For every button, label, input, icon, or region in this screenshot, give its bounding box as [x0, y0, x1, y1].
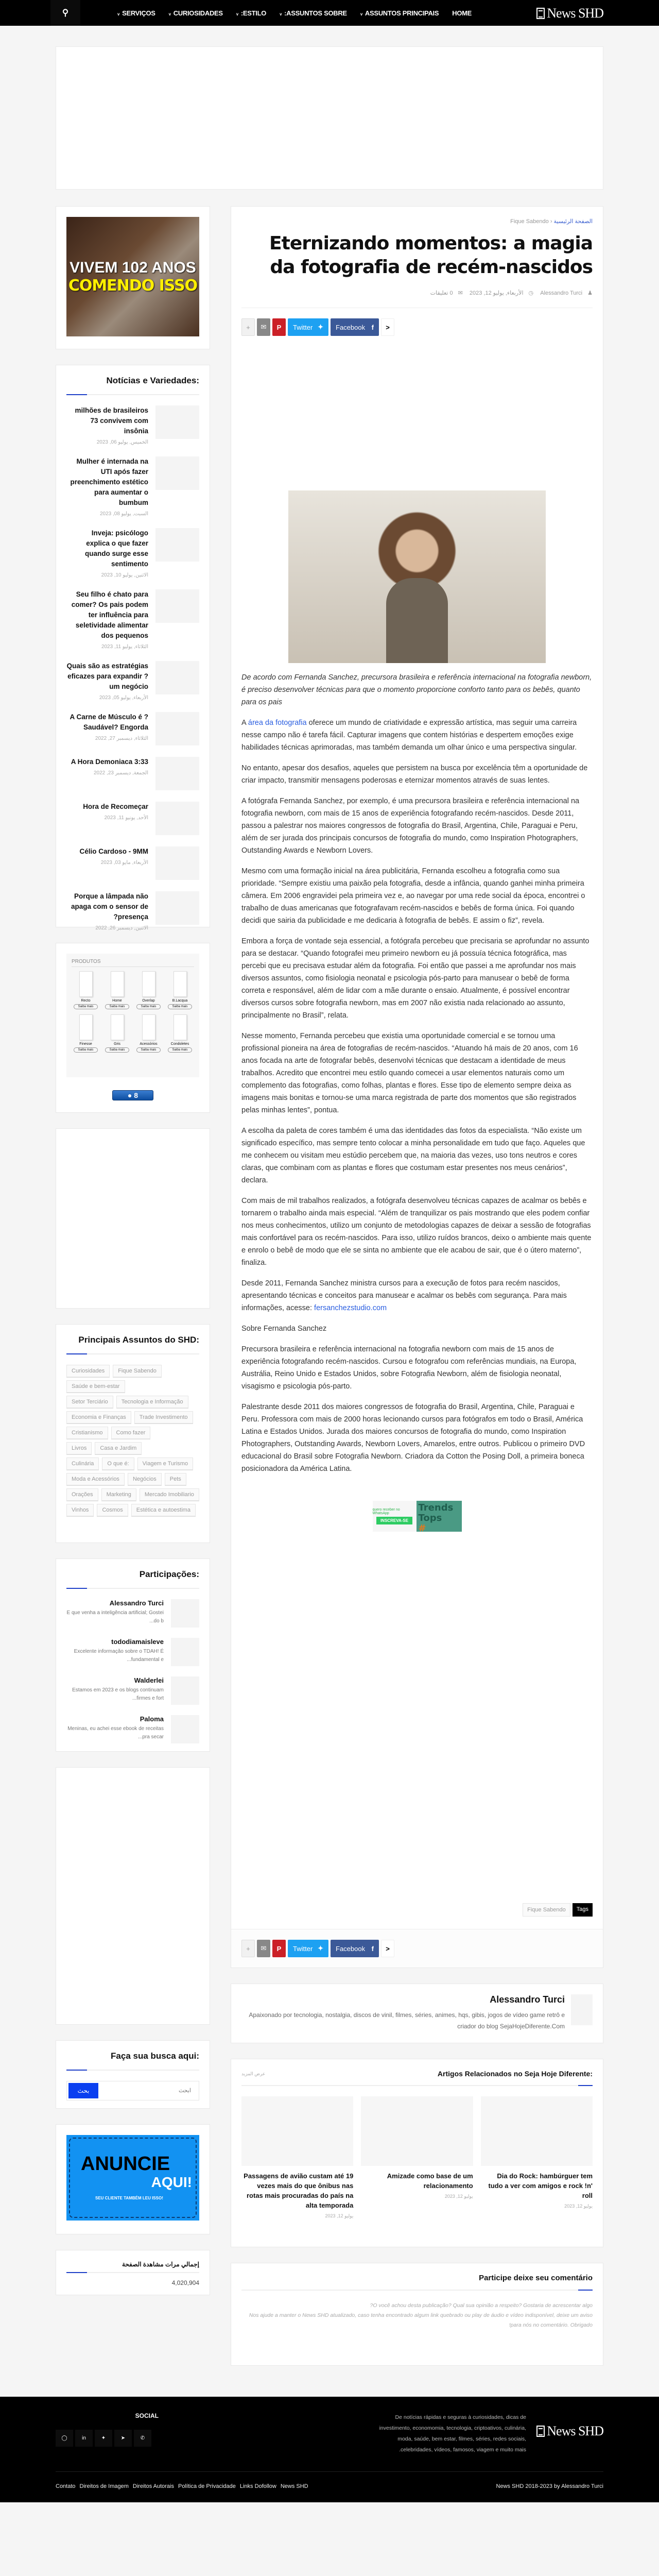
- mail-icon[interactable]: ✉: [257, 1940, 270, 1957]
- paragraph: Precursora brasileira e referência internacional na fotografia newborn com mais de 15 anos de experiência fotografando recém-nascidos. Cursou e fotografou com referências mundiais, na Europa, Austrália, Reino Unido e Estados Unidos, sobre Fotografia Newborn, além de fisiologia neonatal, visagismo e psicologia pós-parto.: [241, 1345, 577, 1391]
- top-ad-slot: [56, 46, 603, 190]
- news-title[interactable]: Célio Cardoso - 9MM: [79, 848, 148, 855]
- tag-link[interactable]: Fique Sabendo: [523, 1903, 570, 1917]
- chevron-down-icon: v: [168, 11, 172, 16]
- comment-text: [66, 1599, 164, 1628]
- comment-icon: ✉: [458, 290, 463, 296]
- product-button[interactable]: Saiba mais: [136, 1047, 161, 1053]
- user-icon: ♟: [587, 290, 593, 296]
- footer-logo[interactable]: News SHD: [536, 2424, 603, 2439]
- author-box: [231, 1984, 603, 2043]
- product-image: [79, 1014, 93, 1040]
- whatsapp-banner[interactable]: [241, 1501, 593, 1532]
- product-name: Acessórios: [140, 1042, 158, 1046]
- advertise-widget: [56, 2124, 210, 2234]
- news-date: [66, 695, 148, 701]
- post-date: السبت, يوليو 08, 2023: [99, 511, 148, 517]
- products-banner[interactable]: PRODUTOS Recto Saiba mais Home Saiba mais Overlap Saiba mais B.Lacqua Saiba mais Finesse Saiba mais Gris Saiba mais Acessórios Saiba mais Condoletes Saiba mais: [66, 954, 199, 1077]
- avatar[interactable]: [571, 1994, 593, 2025]
- facebook-share-button[interactable]: f Facebook: [331, 1940, 379, 1957]
- article-image: [288, 490, 546, 663]
- news-thumbnail[interactable]: [155, 846, 199, 880]
- news-date: [66, 644, 148, 650]
- list-item-text: [66, 891, 148, 931]
- news-widget: [56, 365, 210, 931]
- list-item-text: [66, 661, 148, 701]
- topic-tag[interactable]: Pets: [165, 1473, 186, 1485]
- product-name: B.Lacqua: [172, 999, 188, 1003]
- topic-tag[interactable]: Marketing: [101, 1488, 136, 1501]
- footer-link[interactable]: Política de Privacidade: [178, 2483, 236, 2489]
- nav-item-5[interactable]: [452, 9, 472, 17]
- article: [231, 206, 603, 1968]
- telegram-icon[interactable]: ➤: [114, 2430, 132, 2447]
- nav-item-4[interactable]: [360, 9, 439, 17]
- product-button[interactable]: Saiba mais: [168, 1004, 192, 1009]
- nav-label: CURIOSIDADES: [173, 9, 223, 17]
- news-thumbnail[interactable]: [155, 712, 199, 745]
- product-name: Gris: [114, 1042, 120, 1046]
- news-thumbnail[interactable]: [155, 456, 199, 490]
- article-tags: [241, 1903, 593, 1917]
- widget-title: :Faça sua busca aqui: [66, 2051, 199, 2071]
- product-item[interactable]: [103, 971, 131, 1009]
- twitter-icon[interactable]: ✦: [95, 2430, 112, 2447]
- product-item[interactable]: [134, 971, 163, 1009]
- list-item-text: [66, 712, 148, 745]
- product-image: [174, 971, 187, 997]
- facebook-icon: f: [371, 1944, 374, 1953]
- comment-excerpt: E que venha a inteligência artificial; Gostei do b...: [66, 1610, 164, 1624]
- share-icon[interactable]: <: [381, 318, 394, 336]
- related-thumbnail[interactable]: [361, 2096, 473, 2166]
- about-heading: Sobre Fernanda Sanchez: [241, 1325, 327, 1333]
- ad-widget: [56, 206, 210, 349]
- product-item[interactable]: [166, 971, 194, 1009]
- news-title[interactable]: A Hora Demoniaca 3:33: [71, 758, 148, 766]
- nav-item-1[interactable]: [169, 9, 223, 17]
- commenter-name: Walderlei: [134, 1676, 164, 1684]
- news-date: [66, 736, 148, 741]
- news-date: [66, 572, 148, 578]
- paragraph: Embora a força de vontade seja essencial, a fotógrafa percebeu que precisaria se aprofundar no assunto para se destacar. “Quando fotografei meu primeiro newborn eu já possuía técnica fotográfica, mas percebi que eu precisava estudar além da fotografia. Foi então que passei a me aprofundar nos mais diversos assuntos, como fisiologia neonatal e psicologia pós-parto para manusear o bebê de forma correta e responsável, além de lidar com a mãe durante o ensaio. Atualmente, é possível encontrar diversos cursos sobre fotografia newborn, mas em 2007 não existia nada relacionado ao assunto, principalmente no Brasil”, relata.: [241, 937, 589, 1020]
- list-item[interactable]: [66, 891, 199, 931]
- avatar: [171, 1599, 199, 1628]
- search-icon[interactable]: ⚲: [50, 0, 80, 26]
- widget-title: :Notícias e Variedades: [66, 376, 199, 395]
- product-name: Finesse: [79, 1042, 92, 1046]
- product-image: [174, 1014, 187, 1040]
- related-card[interactable]: [241, 2096, 353, 2219]
- list-item[interactable]: [66, 456, 199, 517]
- related-title: :Artigos Relacionados no Seja Hoje Diferente: [437, 2070, 593, 2078]
- breadcrumb-category[interactable]: Fique Sabendo: [510, 218, 549, 225]
- ad-image[interactable]: VIVEM 102 ANOS COMENDO ISSO: [66, 217, 199, 336]
- empty-widget: [56, 1128, 210, 1309]
- comment-excerpt: Meninas, eu achei esse ebook de receitas pra secar...: [67, 1726, 164, 1740]
- paragraph: No entanto, apesar dos desafios, aqueles que persistem na busca por excelência têm a oportunidade de criar impacto, transmitir mensagens poderosas e eternizar momentos através de suas lentes.: [241, 764, 588, 785]
- studio-link[interactable]: fersanchezstudio.com: [314, 1304, 387, 1312]
- news-title[interactable]: Quais são as estratégias eficazes para expandir ?um negócio: [66, 662, 148, 690]
- whatsapp-icon[interactable]: ✆: [134, 2430, 151, 2447]
- related-articles: [231, 2059, 603, 2247]
- topic-tag[interactable]: Saúde e bem-estar: [66, 1380, 125, 1393]
- topic-tag[interactable]: Culinária: [66, 1458, 99, 1470]
- share-icon[interactable]: <: [381, 1940, 394, 1957]
- related-thumbnail[interactable]: [241, 2096, 353, 2166]
- post-date: الثلاثاء, يوليو 11, 2023: [101, 644, 148, 650]
- product-image: [142, 971, 155, 997]
- visitor-counter: ● 8: [112, 1090, 153, 1100]
- product-name: Overlap: [142, 999, 155, 1003]
- topic-tag[interactable]: Orações: [66, 1488, 98, 1501]
- twitter-share-button[interactable]: ✦ Twitter: [288, 318, 328, 336]
- topic-tag[interactable]: Trade Investimento: [134, 1411, 193, 1423]
- comment-excerpt: Estamos em 2023 e os blogs continuam firmes e fort...: [72, 1687, 164, 1701]
- main-nav: [117, 0, 472, 26]
- author-link[interactable]: Alessandro Turci: [540, 290, 583, 296]
- list-item-text: [66, 802, 148, 835]
- search-input[interactable]: [98, 2083, 197, 2098]
- advertise-banner[interactable]: ANUNCIE AQUI! SEU CLIENTE TAMBÉM LEU ISSO!: [66, 2135, 199, 2221]
- comment-excerpt: Excelente informação sobre o TDAH! É fundamental e...: [74, 1649, 164, 1663]
- product-item[interactable]: [166, 1014, 194, 1053]
- instagram-icon[interactable]: ◯: [56, 2430, 73, 2447]
- author-bio: Apaixonado por tecnologia, nostalgia, discos de vinil, filmes, séries, animes, hqs, gibis, jogos de vídeo game retrô e criador do blog SejaHojeDiferente.Com: [249, 2011, 565, 2030]
- related-card[interactable]: [481, 2096, 593, 2219]
- paragraph: A área da fotografia oferece um mundo de criatividade e expressão artística, mas seguir uma carreira nesse campo não é tarefa fácil. Capturar imagens que contem histórias e despertem emoções exige habilidades técnicas aprimoradas, mas também demanda um olhar único e uma perspectiva singular.: [241, 719, 577, 752]
- product-button[interactable]: Saiba mais: [136, 1004, 161, 1009]
- news-thumbnail[interactable]: [155, 405, 199, 439]
- tags-label: Tags: [573, 1903, 593, 1917]
- topic-tag[interactable]: Como fazer: [111, 1427, 151, 1439]
- news-thumbnail[interactable]: [155, 757, 199, 790]
- chevron-down-icon: v: [117, 11, 121, 16]
- post-date: الاثنين, ديسمبر 26, 2022: [95, 925, 148, 931]
- newspaper-icon: [536, 8, 545, 19]
- comment-text: [66, 1638, 164, 1666]
- product-image: [111, 971, 124, 997]
- topic-tag[interactable]: Moda e Acessórios: [66, 1473, 125, 1485]
- topic-tag[interactable]: Livros: [66, 1442, 92, 1454]
- list-item[interactable]: [66, 846, 199, 880]
- list-item-text: [66, 528, 148, 578]
- nav-label: ASSUNTOS PRINCIPAIS: [365, 9, 439, 17]
- comments-notice: Nos ajude a manter o News SHD atualizado, caso tenha encontrado algum link quebrado ou play de áudio e vídeo indisponível, deixe um aviso para nós no comentário. Obrigado!: [249, 2312, 593, 2328]
- news-thumbnail[interactable]: [155, 528, 199, 562]
- clock-icon: ◷: [528, 290, 534, 296]
- news-title[interactable]: Inveja: psicólogo explica o que fazer quando surge esse sentimento: [84, 529, 148, 568]
- plus-icon[interactable]: +: [241, 1940, 255, 1957]
- commenter-name: Alessandro Turci: [109, 1599, 164, 1607]
- product-button[interactable]: Saiba mais: [105, 1047, 129, 1053]
- topic-tag[interactable]: Viagem e Turismo: [137, 1458, 193, 1470]
- paragraph: Desde 2011, Fernanda Sanchez ministra cursos para a execução de fotos para recém nascidos, apresentando técnicas e conceitos para manusear e acalmar os bebês com segurança. Para mais informações, acesse: fersanchezstudio.com: [241, 1279, 567, 1312]
- post-date: الأربعاء, يوليو 12, 2023: [469, 290, 524, 296]
- news-title[interactable]: Seu filho é chato para comer? Os pais podem ter influência para seletividade alimentar dos pequenos: [71, 590, 148, 639]
- comments-prompt: O você achou desta publicação? Qual sua opinião a respeito? Gostaria de acrescentar algo?: [370, 2302, 593, 2309]
- product-button[interactable]: Saiba mais: [168, 1047, 192, 1053]
- product-image: [142, 1014, 155, 1040]
- pageviews-widget: [56, 2250, 210, 2295]
- whatsapp-subscribe[interactable]: quero receber no WhatsApp INSCREVA-SE: [373, 1501, 417, 1532]
- news-thumbnail[interactable]: [155, 661, 199, 694]
- news-title[interactable]: A Carne de Músculo é ?Saudável? Engorda: [70, 713, 148, 731]
- news-date: [66, 860, 148, 866]
- sidebar: [56, 206, 210, 2311]
- related-title[interactable]: Amizade como base de um relacionamento: [387, 2172, 473, 2190]
- plus-icon[interactable]: +: [241, 318, 255, 336]
- share-bar-bottom: [241, 1940, 593, 1957]
- footer-description: De notícias rápidas e seguras à curiosidades, dicas de investimento, economomia, tecnologia, criptoativos, culinária, moda, saúde, bem estar, filmes, séries, redes sociais, celebridades, vídeos, famosos, viagem e muito mais.: [379, 2414, 526, 2453]
- footer-link[interactable]: Contato: [56, 2483, 76, 2489]
- news-title[interactable]: Mulher é internada na UTI após fazer preenchimento estético para aumentar o bumbum: [70, 457, 148, 506]
- products-widget: [56, 943, 210, 1113]
- product-button[interactable]: Saiba mais: [105, 1004, 129, 1009]
- twitter-icon: ✦: [318, 1944, 323, 1952]
- newspaper-icon: [536, 2426, 545, 2437]
- avatar: [171, 1715, 199, 1743]
- product-image: [111, 1014, 124, 1040]
- article-body: [241, 671, 593, 1475]
- footer-link[interactable]: News SHD: [280, 2483, 308, 2489]
- footer-link[interactable]: Links Dofollow: [239, 2483, 276, 2489]
- nav-item-3[interactable]: [280, 9, 347, 17]
- product-button[interactable]: Saiba mais: [74, 1047, 98, 1053]
- product-image: [79, 971, 93, 997]
- product-button[interactable]: Saiba mais: [74, 1004, 98, 1009]
- comments-title: Participe deixe seu comentário: [241, 2274, 593, 2291]
- comment-item[interactable]: [66, 1715, 199, 1743]
- author-name[interactable]: Alessandro Turci: [490, 1994, 565, 2005]
- related-date: يوليو 12, 2023: [564, 2204, 593, 2209]
- product-item[interactable]: [103, 1014, 131, 1053]
- twitter-icon: ✦: [318, 323, 323, 331]
- news-title[interactable]: Hora de Recomeçar: [83, 803, 148, 810]
- image-caption: De acordo com Fernanda Sanchez, precursora brasileira e referência internacional na fotografia newborn, é preciso desenvolver técnicas para que o momento proporcione conforto tanto para os bebês, quanto para os pais: [241, 673, 592, 706]
- twitter-share-button[interactable]: ✦ Twitter: [288, 1940, 328, 1957]
- nav-label: SERVIÇOS: [122, 9, 155, 17]
- news-title[interactable]: Porque a lâmpada não apaga com o sensor de ?presença: [71, 892, 148, 921]
- list-item-text: [66, 456, 148, 517]
- widget-title: :Participações: [66, 1569, 199, 1589]
- site-logo[interactable]: News SHD: [536, 6, 603, 21]
- post-date: الأحد, يونيو 11, 2023: [104, 815, 148, 821]
- topic-tag[interactable]: Estética e autoestima: [131, 1504, 196, 1516]
- nav-item-2[interactable]: [236, 9, 266, 17]
- list-item[interactable]: [66, 661, 199, 701]
- related-date: يوليو 12, 2023: [325, 2213, 354, 2218]
- post-date: الأربعاء, مايو 03, 2023: [100, 860, 148, 866]
- post-date: الخميس, يوليو 06, 2023: [96, 439, 148, 445]
- topics-widget: [56, 1324, 210, 1543]
- list-item-text: [66, 846, 148, 880]
- list-item[interactable]: [66, 757, 199, 790]
- post-date: الجمعة, ديسمبر 23, 2022: [94, 770, 148, 776]
- paragraph: Mesmo com uma formação inicial na área publicitária, Fernanda escolheu a fotografia como sua prioridade. “Sempre existiu uma paixão pela fotografia, desde a infância, quando ganhei minha primeira câmera. Em 2006 engravidei pela primeira vez e, ao navegar por uma rede social da época, encontrei o trabalho de duas americanas que fotografavam recém-nascidos e bebês de forma única. Foi quando decidi que sairia da publicidade e me dedicaria à fotografia de bebês. E assim o fiz”, revela.: [241, 867, 585, 925]
- topic-tag[interactable]: Negócios: [128, 1473, 162, 1485]
- related-card[interactable]: [361, 2096, 473, 2219]
- trends-tops-logo: Trends Tops #: [417, 1501, 462, 1532]
- product-item[interactable]: [72, 1014, 100, 1053]
- view-more-link[interactable]: عرض المزيد: [241, 2071, 266, 2076]
- top-navbar: [0, 0, 659, 26]
- search-widget: [56, 2040, 210, 2109]
- topic-tag[interactable]: Mercado Imobiliario: [140, 1488, 199, 1501]
- commenter-name: tododiamaisleve: [111, 1638, 164, 1646]
- news-date: [66, 439, 148, 445]
- list-item[interactable]: [66, 405, 199, 445]
- chevron-down-icon: v: [280, 11, 283, 16]
- social-title: SOCIAL: [135, 2412, 159, 2419]
- list-item[interactable]: [66, 802, 199, 835]
- footer-link[interactable]: Direitos Autorais: [132, 2483, 174, 2489]
- list-item-text: [66, 589, 148, 650]
- product-name: Home: [112, 999, 122, 1003]
- list-item[interactable]: [66, 528, 199, 578]
- commenter-name: Paloma: [140, 1715, 164, 1723]
- topic-tag[interactable]: Curiosidades: [66, 1365, 110, 1377]
- news-date: [66, 770, 148, 776]
- news-date: [66, 925, 148, 931]
- chevron-down-icon: v: [360, 11, 363, 16]
- list-item-text: [66, 405, 148, 445]
- nav-label: :ASSUNTOS SOBRE: [284, 9, 347, 17]
- linkedin-icon[interactable]: in: [75, 2430, 93, 2447]
- post-date: الثلاثاء, ديسمبر 27, 2022: [95, 736, 148, 741]
- share-bar-top: [241, 318, 593, 336]
- facebook-share-button[interactable]: f Facebook: [331, 318, 379, 336]
- related-title[interactable]: Passagens de avião custam até 19 vezes mais do que ônibus nas rotas mais procuradas do país na alta temporada: [244, 2172, 354, 2209]
- related-date: يوليو 12, 2023: [444, 2194, 473, 2199]
- mail-icon[interactable]: ✉: [257, 318, 270, 336]
- related-title[interactable]: Dia do Rock: hambúrguer tem tudo a ver com amigos e rock !n' roll: [488, 2172, 593, 2199]
- product-item[interactable]: [72, 971, 100, 1009]
- facebook-icon: f: [371, 323, 374, 331]
- nav-label: HOME: [452, 9, 472, 17]
- paragraph: A escolha da paleta de cores também é uma das identidades das fotos da especialista. “Não existe um significado específico, mas sempre tento colocar a minha personalidade em tudo que faço. Aqueles que me conhecem ou visitam meu estúdio percebem que, na maioria das vezes, uso tons neutros e cores claras, que combinam com as plantas e flores que costumam estar presentes nos meus cenários”, declara.: [241, 1127, 585, 1184]
- footer-link[interactable]: Direitos de Imagem: [79, 2483, 129, 2489]
- empty-widget: [56, 1767, 210, 2025]
- product-item[interactable]: [134, 1014, 163, 1053]
- news-title[interactable]: milhões de brasileiros 73 convivem com insônia: [75, 406, 148, 435]
- pinterest-icon[interactable]: P: [272, 318, 286, 336]
- list-item[interactable]: [66, 712, 199, 745]
- copyright: News SHD 2018-2023 by Alessandro Turci: [496, 2483, 603, 2489]
- nav-label: :ESTILO: [240, 9, 267, 17]
- topic-tag[interactable]: Casa e Jardim: [95, 1442, 142, 1454]
- topic-tag[interactable]: Tecnologia e Informação: [116, 1396, 188, 1408]
- news-date: [66, 815, 148, 821]
- pageviews-count: 4,020,904: [171, 2279, 199, 2286]
- chevron-down-icon: v: [236, 11, 239, 16]
- news-thumbnail[interactable]: [155, 802, 199, 835]
- topic-tag[interactable]: Setor Terciário: [66, 1396, 113, 1408]
- topic-tag[interactable]: Cosmos: [97, 1504, 128, 1516]
- avatar: [171, 1638, 199, 1666]
- paragraph: Palestrante desde 2011 dos maiores congressos de fotografia do Brasil, Argentina, Chile, Paraguai e Peru. Professora com mais de 2000 horas lecionando cursos para fotógrafos em todo o Brasil, América Latina e Estados Unidos. Jurada dos maiores concursos de fotografia do mundo, como Inspiration Photographers, Outstanding Awards, Newborn Lovers, Amarelos, entre outros. Publicou o primeiro DVD educacional do Brasil sobre Fotografia Newborn. Criadora da Cotton the Posing Doll, a primeira boneca posicionadora da América Latina.: [241, 1403, 585, 1473]
- news-thumbnail[interactable]: [155, 891, 199, 925]
- breadcrumb-home[interactable]: الصفحة الرئيسية: [553, 218, 593, 225]
- participations-widget: [56, 1558, 210, 1752]
- topic-tag[interactable]: Cristianismo: [66, 1427, 108, 1439]
- pinterest-icon[interactable]: P: [272, 1940, 286, 1957]
- comment-item[interactable]: [66, 1638, 199, 1666]
- list-item[interactable]: [66, 589, 199, 650]
- comment-item[interactable]: [66, 1599, 199, 1628]
- product-name: Recto: [81, 999, 91, 1003]
- photography-link[interactable]: área da fotografia: [248, 719, 307, 727]
- post-date: الاثنين, يوليو 10, 2023: [101, 572, 148, 578]
- main-content: [231, 206, 603, 2381]
- product-name: Condoletes: [170, 1042, 189, 1046]
- related-thumbnail[interactable]: [481, 2096, 593, 2166]
- post-date: الأربعاء, يوليو 05, 2023: [99, 695, 148, 701]
- breadcrumb: الصفحة الرئيسية ‹ Fique Sabendo: [510, 218, 593, 225]
- topic-tag[interactable]: :O que é: [102, 1458, 134, 1470]
- nav-item-0[interactable]: [117, 9, 155, 17]
- widget-title: :Principais Assuntos do SHD: [66, 1335, 199, 1354]
- paragraph: Nesse momento, Fernanda percebeu que existia uma oportunidade comercial e se tornou uma profissional pioneira na área de fotografias de recém-nascidos. “Atuando há mais de 20 anos, com 16 anos focada na arte de fotografar bebês, desenvolvi técnicas que destacam a identidade de meus trabalhos. Acredito que encontrei meu estilo quando comecei a usar elementos naturais como um complemento das fotografias, como folhas, plantas e flores. Esse tipo de elemento sempre deixa as imagens mais bonitas e tornou-se uma marca registrada de parte dos momentos que são registrados pelas minhas lentes”, pontua.: [241, 1032, 578, 1114]
- comment-text: [66, 1676, 164, 1705]
- article-title: Eternizando momentos: a magia da fotografia de recém-nascidos: [269, 233, 593, 278]
- news-date: [66, 511, 148, 517]
- topic-tag[interactable]: Fique Sabendo: [113, 1365, 162, 1377]
- avatar: [171, 1676, 199, 1705]
- topic-tag[interactable]: Economia e Finanças: [66, 1411, 131, 1423]
- paragraph: Com mais de mil trabalhos realizados, a fotógrafa desenvolveu técnicas capazes de acalmar os bebês e tornarem o trabalho ainda mais especial. “Além de tranquilizar os pais mostrando que eles podem confiar nos meus conhecimentos, utilizo um conjunto de metodologias capazes de deixar a sessão de fotografias mais confortável para os recém-nascidos. Para isso, utilizo ruídos brancos, deixo o ambiente mais quente e enrolo o bebê de modo que ele se sinta no ambiente que ele acabou de sair, que é o útero materno”, finaliza.: [241, 1197, 592, 1267]
- comment-text: [66, 1715, 164, 1743]
- comments-section: [231, 2263, 603, 2366]
- widget-title: إجمالي مرات مشاهدة الصفحة: [66, 2261, 199, 2273]
- article-meta: [241, 290, 593, 308]
- topic-tag[interactable]: Vinhos: [66, 1504, 94, 1516]
- paragraph: A fotógrafa Fernanda Sanchez, por exemplo, é uma precursora brasileira e referência internacional na fotografia newborn, com mais de 15 anos de experiência fotografando recém-nascidos. Desde 2011, passou a palestrar nos maiores congressos de fotografia do Brasil, Argentina, Chile, Paraguai e Peru, além de ser jurada dos principais concursos de fotografia do mundo, como Inspiration Photographers, Outstanding Awards e Newborn Lovers.: [241, 797, 580, 855]
- ad-space: [241, 336, 593, 490]
- news-thumbnail[interactable]: [155, 589, 199, 623]
- comment-count[interactable]: 0 تعليقات: [430, 290, 453, 296]
- comment-item[interactable]: [66, 1676, 199, 1705]
- list-item-text: [66, 757, 148, 790]
- footer: [0, 2397, 659, 2502]
- search-button[interactable]: بحث: [68, 2083, 98, 2098]
